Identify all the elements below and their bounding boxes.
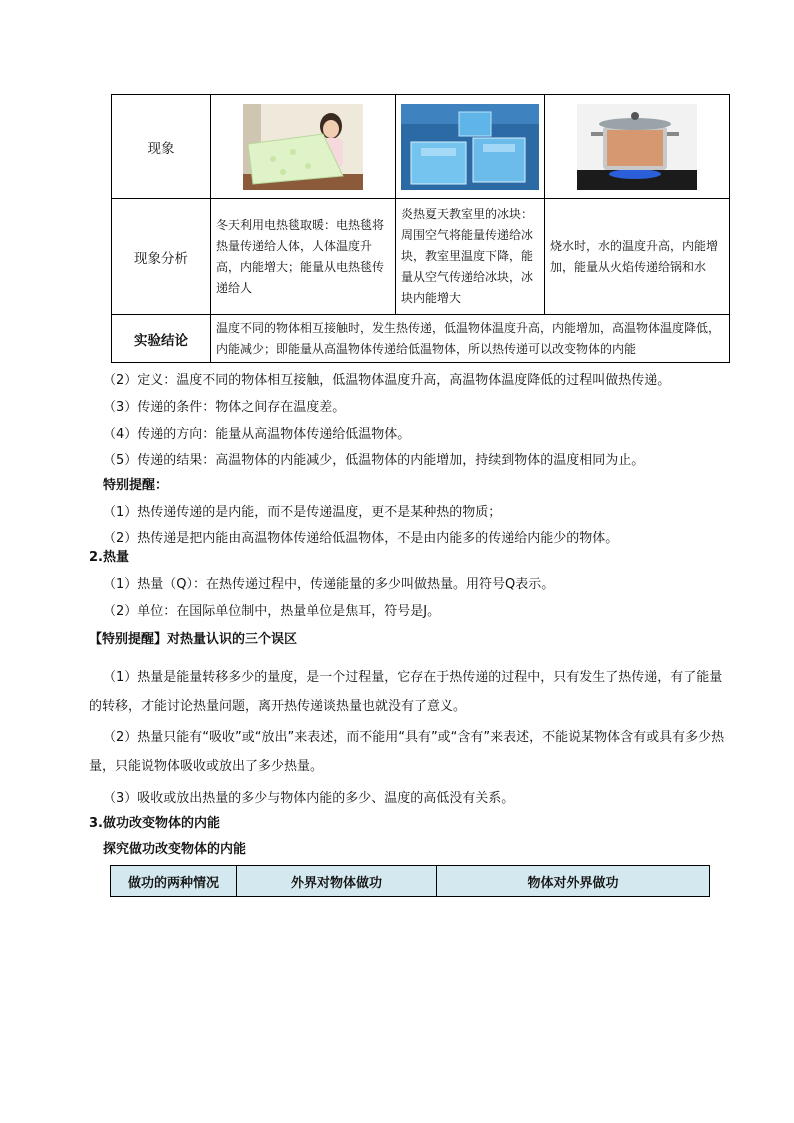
work-table <box>110 865 710 897</box>
heat-transfer-table <box>111 94 730 363</box>
heat-definition: （1）热量（Q）：在热传递过程中，传递能量的多少叫做热量。用符号Q表示。 <box>103 577 555 592</box>
misconception-3: （3）吸收或放出热量的多少与物体内能的多少、温度的高低没有关系。 <box>103 791 515 806</box>
misconception-1: （1）热量是能量转移多少的量度，是一个过程量，它存在于热传递的过程中，只有发生了热传递，有了能量的转移，才能讨论热量问题，离开热传递谈热量也就没有了意义。 <box>89 670 723 714</box>
image-boiling-pot <box>545 95 730 199</box>
image-ice-blocks <box>396 95 545 199</box>
analysis-blanket: 冬天利用电热毯取暖：电热毯将热量传递给人体，人体温度升高，内能增大；能量从电热毯传递给人 <box>211 199 396 315</box>
heat-unit: （2）单位：在国际单位制中，热量单位是焦耳，符号是J。 <box>103 604 441 619</box>
tip-title: 特别提醒： <box>103 478 169 493</box>
work-header-object: 物体对外界做功 <box>437 866 710 897</box>
section-heat-title: 2.热量 <box>89 550 129 565</box>
image-electric-blanket <box>211 95 396 199</box>
section-work-title: 3.做功改变物体的内能 <box>89 816 220 831</box>
work-header-cases: 做功的两种情况 <box>111 866 237 897</box>
tip-2: （2）热传递是把内能由高温物体传递给低温物体，不是由内能多的传递给内能少的物体。 <box>103 531 619 546</box>
misconception-2: （2）热量只能有“吸收”或“放出”来表述，而不能用“具有”或“含有”来表述，不能说某物体含有或具有多少热量，只能说物体吸收或放出了多少热量。 <box>89 730 725 774</box>
direction-line: （4）传递的方向：能量从高温物体传递给低温物体。 <box>103 427 411 442</box>
analysis-ice: 炎热夏天教室里的冰块：周围空气将能量传递给冰块，教室里温度下降，能量从空气传递给冰块，冰块内能增大 <box>396 199 545 315</box>
row-label-phenomenon: 现象 <box>112 95 211 199</box>
conclusion-text: 温度不同的物体相互接触时，发生热传递，低温物体温度升高，内能增加，高温物体温度降低，内能减少；即能量从高温物体传递给低温物体，所以热传递可以改变物体的内能 <box>211 315 730 363</box>
row-label-conclusion: 实验结论 <box>112 315 211 363</box>
row-label-analysis: 现象分析 <box>112 199 211 315</box>
work-header-external: 外界对物体做功 <box>237 866 437 897</box>
condition-line: （3）传递的条件：物体之间存在温度差。 <box>103 400 346 415</box>
result-line: （5）传递的结果：高温物体的内能减少，低温物体的内能增加，持续到物体的温度相同为止。 <box>103 453 645 468</box>
explore-heading: 探究做功改变物体的内能 <box>103 842 247 857</box>
tip-heading: 【特别提醒】对热量认识的三个误区 <box>89 632 298 647</box>
tip-1: （1）热传递传递的是内能，而不是传递温度，更不是某种热的物质； <box>103 505 502 520</box>
analysis-pot: 烧水时，水的温度升高，内能增加，能量从火焰传递给锅和水 <box>545 199 730 315</box>
definition-line: （2）定义：温度不同的物体相互接触，低温物体温度升高，高温物体温度降低的过程叫做热传递。 <box>103 373 671 388</box>
